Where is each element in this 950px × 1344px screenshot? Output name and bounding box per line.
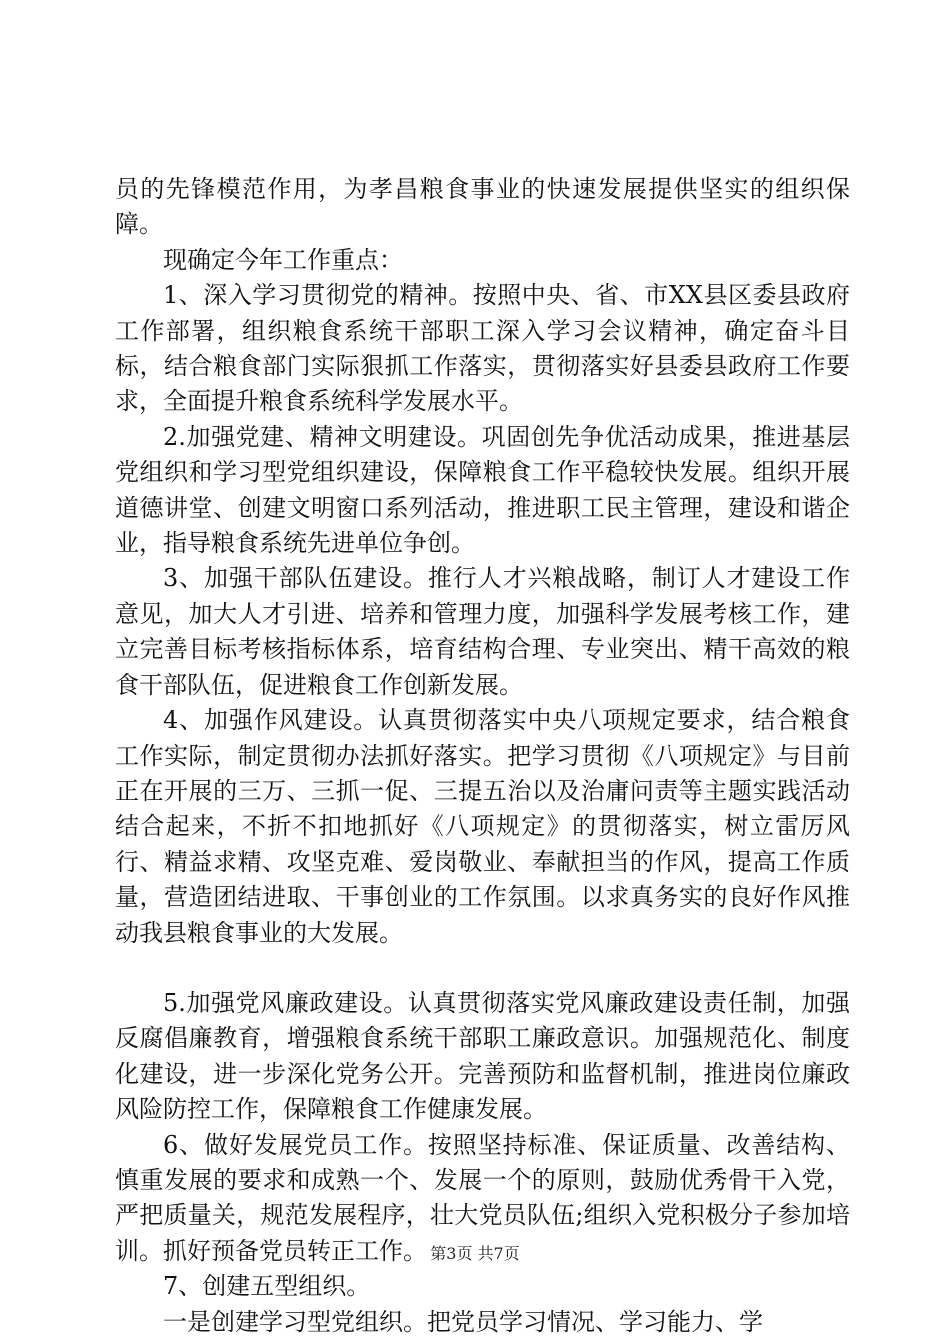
paragraph-item-2: 2.加强党建、精神文明建设。巩固创先争优活动成果，推进基层党组织和学习型党组织建设，保障粮食工作平稳较快发展。组织开展道德讲堂、创建文明窗口系列活动，推进职工民主管理，建设和谐企业，指导粮食系统先进单位争创。 bbox=[115, 422, 850, 558]
paragraph-item-7-sub-1: 一是创建学习型党组织。把党员学习情况、学习能力、学 bbox=[163, 1307, 763, 1336]
paragraph-item-1: 1、深入学习贯彻党的精神。按照中央、省、市XX县区委县政府工作部署，组织粮食系统干部职工深入学习会议精神，确定奋斗目标，结合粮食部门实际狠抓工作落实，贯彻落实好县委县政府工作要求，全面提升粮食系统科学发展水平。 bbox=[115, 281, 850, 416]
paragraph-item-5: 5.加强党风廉政建设。认真贯彻落实党风廉政建设责任制，加强反腐倡廉教育，增强粮食系统干部职工廉政意识。加强规范化、制度化建设，进一步深化党务公开。完善预防和监督机制，推进岗位廉政风险防控工作，保障粮食工作健康发展。 bbox=[115, 988, 850, 1124]
paragraph-item-6: 6、做好发展党员工作。按照坚持标准、保证质量、改善结构、慎重发展的要求和成熟一个、发展一个的原则，鼓励优秀骨干入党，严把质量关，规范发展程序，壮大党员队伍;组织入党积极分子参加培训。抓好预备党员转正工作。 bbox=[115, 1130, 850, 1265]
paragraph-continuation: 员的先锋模范作用，为孝昌粮食事业的快速发展提供坚实的组织保障。 bbox=[115, 175, 850, 239]
page-number-label: 第3页 共7页 bbox=[430, 1244, 520, 1263]
page-footer bbox=[0, 1244, 950, 1264]
paragraph-item-7: 7、创建五型组织。 bbox=[163, 1272, 371, 1301]
document-body bbox=[115, 172, 850, 1340]
paragraph-intro: 现确定今年工作重点： bbox=[163, 245, 403, 274]
paragraph-item-4: 4、加强作风建设。认真贯彻落实中央八项规定要求，结合粮食工作实际，制定贯彻办法抓好落实。把学习贯彻《八项规定》与目前正在开展的三万、三抓一促、三提五治以及治庸问责等主题实践活动结合起来，不折不扣地抓好《八项规定》的贯彻落实，树立雷厉风行、精益求精、攻坚克难、爱岗敬业、奉献担当的作风，提高工作质量，营造团结进取、干事创业的工作氛围。以求真务实的良好作风推动我县粮食事业的大发展。 bbox=[115, 706, 850, 947]
paragraph-item-3: 3、加强干部队伍建设。推行人才兴粮战略，制订人才建设工作意见，加大人才引进、培养和管理力度，加强科学发展考核工作，建立完善目标考核指标体系，培育结构合理、专业突出、精干高效的粮食干部队伍，促进粮食工作创新发展。 bbox=[115, 564, 850, 699]
